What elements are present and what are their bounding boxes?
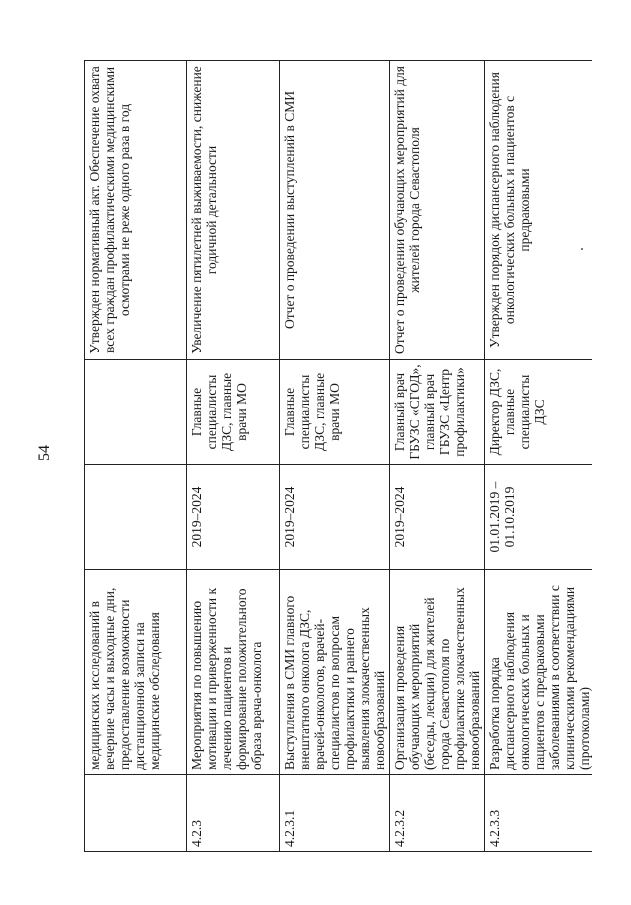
term-cell: 2019–2024 — [280, 465, 390, 570]
table-row — [390, 61, 485, 852]
result-cell: Утвержден нормативный акт. Обеспечение охвата всех граждан профилактическими медицинскими осмотрами не реже одного раза в год — [85, 61, 187, 360]
result-cell: Увеличение пятилетней выживаемости, снижение годичной детальности — [187, 61, 280, 360]
item-number: 4.2.3 — [187, 775, 280, 852]
result-cell: Отчет о проведении обучающих мероприятий для жителей города Севастополя — [390, 61, 485, 360]
item-number: 4.2.3.3 — [485, 775, 593, 852]
table-row — [485, 61, 593, 852]
event-description: Выступления в СМИ главного внештатного онколога ДЗС, врачей-онкологов, врачей-специалистов по вопросам профилактики и раннего выявления злокачественных новообразований — [280, 570, 390, 775]
event-description: медицинских исследований в вечерние часы и выходные дни, предоставление возможности дистанционной записи на медицинские обследования — [85, 570, 187, 775]
action-plan-table — [84, 60, 592, 852]
table-row — [85, 61, 187, 852]
item-number: 4.2.3.1 — [280, 775, 390, 852]
table-rotation-wrapper — [84, 60, 592, 852]
term-cell: 2019–2024 — [187, 465, 280, 570]
term-cell: 2019–2024 — [390, 465, 485, 570]
item-number: 4.2.3.2 — [390, 775, 485, 852]
rotated-table-frame — [84, 60, 592, 852]
result-cell: Отчет о проведении выступлений в СМИ — [280, 61, 390, 360]
page-number: 54 — [36, 445, 53, 461]
table-row — [187, 61, 280, 852]
event-description: Мероприятия по повышению мотивации и приверженности к лечению пациентов и формирование положительного образа врача-онколога — [187, 570, 280, 775]
term-cell: 01.01.2019 – 01.10.2019 — [485, 465, 593, 570]
scan-speck — [581, 248, 583, 250]
result-cell: Утвержден порядок диспансерного наблюдения онкологических больных и пациентов с предраковыми — [485, 61, 593, 360]
table-row — [280, 61, 390, 852]
responsible-cell: Главный врач ГБУЗС «СГОД», главный врач ГБУЗС «Центр профилактики» — [390, 360, 485, 465]
responsible-cell — [85, 360, 187, 465]
event-description: Организация проведения обучающих мероприятий (беседы, лекции) для жителей города Севастополя по профилактике злокачественных новообразований — [390, 570, 485, 775]
term-cell — [85, 465, 187, 570]
responsible-cell: Директор ДЗС, главные специалисты ДЗС — [485, 360, 593, 465]
event-description: Разработка порядка диспансерного наблюдения онкологических больных и пациентов с предраковыми заболеваниями в соответствии с клиническими рекомендациями (протоколами) — [485, 570, 593, 775]
responsible-cell: Главные специалисты ДЗС, главные врачи МО — [187, 360, 280, 465]
item-number — [85, 775, 187, 852]
responsible-cell: Главные специалисты ДЗС, главные врачи МО — [280, 360, 390, 465]
